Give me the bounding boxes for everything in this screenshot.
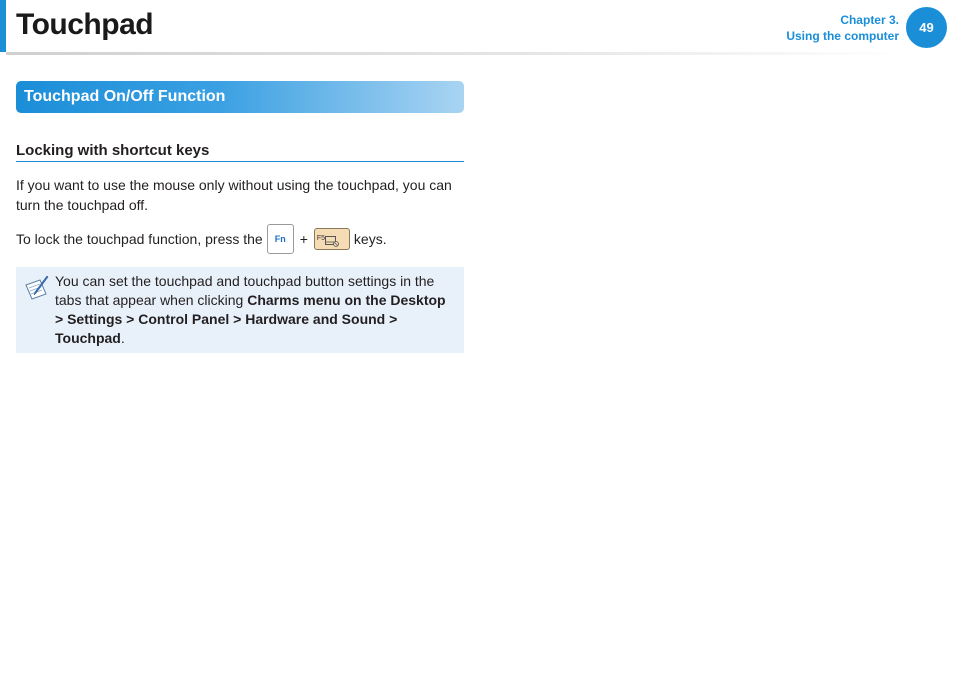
note-box — [16, 267, 464, 353]
page-number-badge: 49 — [906, 7, 947, 48]
paragraph-shortcut — [16, 224, 456, 254]
chapter-name: Using the computer — [786, 29, 899, 43]
f5-key-label: F5 — [316, 235, 326, 242]
note-text-end: . — [120, 330, 125, 346]
pencil-note-icon — [24, 276, 50, 300]
shortcut-text-after: keys. — [353, 231, 387, 247]
header-accent-bar — [0, 0, 6, 52]
paragraph-intro: If you want to use the mouse only without using the touchpad, you can turn the touchpad off. — [16, 177, 452, 213]
fn-key-label: Fn — [274, 234, 286, 244]
subsection-heading: Locking with shortcut keys — [16, 142, 464, 162]
chapter-number: Chapter 3. — [840, 13, 899, 27]
section-title-banner — [16, 81, 464, 113]
shortcut-text-before: To lock the touchpad function, press the — [16, 231, 263, 247]
f5-key-icon — [314, 228, 350, 250]
chapter-label — [786, 12, 899, 44]
page-title: Touchpad — [16, 8, 154, 41]
fn-key-icon — [267, 224, 294, 254]
touchpad-toggle-icon — [325, 236, 339, 247]
section-title: Touchpad On/Off Function — [24, 88, 226, 105]
header-divider — [6, 52, 906, 55]
note-text-plain: You can set the touchpad and touchpad button settings in the tabs that appear when clicking — [55, 273, 435, 308]
note-text-path: Charms menu on the Desktop > Settings > Control Panel > Hardware and Sound > Touchpad — [55, 292, 446, 346]
plus-sign: + — [299, 231, 308, 247]
note-text — [55, 272, 455, 348]
